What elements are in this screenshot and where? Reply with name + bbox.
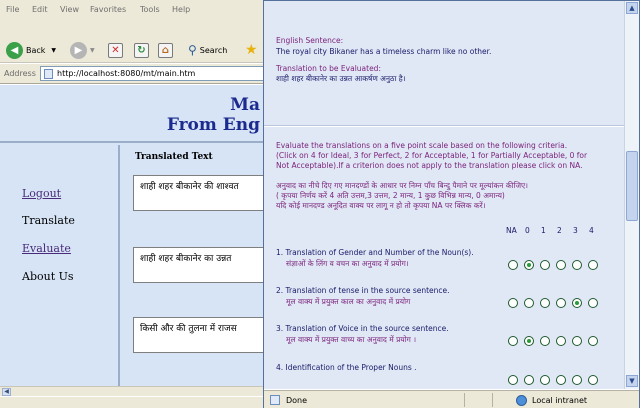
scale-label-4: 4 [589, 226, 594, 235]
address-input[interactable]: http://localhost:8080/mt/main.htm [40, 66, 280, 81]
refresh-icon: ↻ [134, 43, 149, 58]
stop-icon: ✕ [108, 43, 123, 58]
banner-title-line1: Ma [230, 95, 260, 115]
refresh-button[interactable] [134, 41, 149, 59]
rating-radio-q4-3[interactable] [572, 375, 582, 385]
stop-button[interactable] [108, 41, 123, 59]
question-3-text: 3. Translation of Voice in the source sentence. [276, 324, 449, 333]
back-arrow-icon: ◀ [6, 42, 23, 59]
rating-radio-q2-0[interactable] [524, 298, 534, 308]
scale-label-0: 0 [525, 226, 530, 235]
scale-label-1: 1 [541, 226, 546, 235]
rating-radio-q1-na[interactable] [508, 260, 518, 270]
instructions-en-1: Evaluate the translations on a five point scale based on the following criteria. [276, 141, 568, 150]
question-2-hindi: मूल वाक्य में प्रयुक्त काल का अनुवाद में प्रयोग [286, 297, 411, 306]
section-divider [264, 125, 624, 127]
status-zone: Local intranet [532, 396, 588, 405]
evaluated-sentence: शाही शहर बीकानेर का उन्नत आकर्षण अनुठा है। [276, 74, 406, 83]
rating-radio-q2-4[interactable] [588, 298, 598, 308]
rating-radio-q2-2[interactable] [556, 298, 566, 308]
left-nav [0, 145, 120, 386]
question-3-hindi: मूल वाक्य में प्रयुक्त वाच्य का अनुवाद में प्रयोग । [286, 335, 417, 344]
address-label: Address [4, 69, 36, 78]
rating-radio-q1-2[interactable] [556, 260, 566, 270]
menu-view[interactable]: View [60, 5, 79, 14]
nav-evaluate[interactable]: Evaluate [22, 242, 71, 255]
scale-label-na: NA [506, 226, 517, 235]
banner-title-line2: From Eng [166, 115, 260, 135]
status-separator [492, 393, 493, 407]
nav-translate[interactable]: Translate [22, 214, 75, 227]
search-button[interactable]: ⚲ Search [188, 43, 228, 57]
dropdown-arrow-icon: ▼ [90, 46, 95, 54]
home-button[interactable] [158, 41, 173, 59]
rating-radio-q1-3[interactable] [572, 260, 582, 270]
rating-radio-q3-3[interactable] [572, 336, 582, 346]
popup-content [264, 1, 624, 389]
rating-radio-q1-4[interactable] [588, 260, 598, 270]
nav-about-us[interactable]: About Us [22, 270, 74, 283]
translation-box-3[interactable]: किसी और की तुलना में राजस [133, 317, 273, 353]
english-sentence-label: English Sentence: [276, 36, 344, 45]
menu-tools[interactable]: Tools [140, 5, 160, 14]
instructions-hi-3: यदि कोई मानदण्ड अनूदित वाक्य पर लागू न हो तो कृपया NA पर क्लिक करें। [276, 201, 486, 210]
rating-radio-q4-1[interactable] [540, 375, 550, 385]
question-2-text: 2. Translation of tense in the source sentence. [276, 286, 450, 295]
question-4-text: 4. Identification of the Proper Nouns . [276, 363, 417, 372]
english-sentence: The royal city Bikaner has a timeless charm like no other. [276, 47, 492, 56]
scale-label-3: 3 [573, 226, 578, 235]
scroll-left-icon[interactable]: ◀ [2, 388, 11, 396]
browser-status-bar [0, 397, 270, 408]
rating-radio-q4-na[interactable] [508, 375, 518, 385]
menu-help[interactable]: Help [172, 5, 191, 14]
evaluated-label: Translation to be Evaluated: [276, 64, 381, 73]
evaluation-popup [263, 0, 640, 408]
translated-text-heading: Translated Text [135, 152, 213, 162]
home-icon: ⌂ [158, 43, 173, 58]
menu-edit[interactable]: Edit [32, 5, 48, 14]
rating-radio-q3-na[interactable] [508, 336, 518, 346]
translation-box-2[interactable]: शाही शहर बीकानेर का उन्नत [133, 247, 273, 283]
popup-status-bar [264, 390, 639, 408]
search-icon: ⚲ [188, 43, 197, 57]
intranet-globe-icon [516, 395, 527, 406]
rating-radio-q1-0[interactable] [524, 260, 534, 270]
status-separator [464, 393, 465, 407]
rating-radio-q2-1[interactable] [540, 298, 550, 308]
star-icon: ★ [245, 42, 258, 58]
dropdown-arrow-icon: ▼ [51, 46, 57, 54]
rating-radio-q4-4[interactable] [588, 375, 598, 385]
rating-radio-q1-1[interactable] [540, 260, 550, 270]
rating-radio-q2-na[interactable] [508, 298, 518, 308]
back-button[interactable]: ◀ Back ▼ [6, 41, 56, 59]
instructions-hi-1: अनुवाद का नीचे दिए गए मानदण्डों के आधार पर निम्न पाँच बिन्दु पैमाने पर मूल्यांकन कीजिए। [276, 181, 529, 190]
question-1-text: 1. Translation of Gender and Number of the Noun(s). [276, 248, 474, 257]
instructions-en-2: (Click on 4 for Ideal, 3 for Perfect, 2 for Acceptable, 1 for Partially Acceptable, 0 for [276, 151, 588, 160]
question-1-hindi: संज्ञाओं के लिंग व वचन का अनुवाद में प्रयोग। [286, 259, 409, 268]
rating-radio-q3-2[interactable] [556, 336, 566, 346]
rating-radio-q3-4[interactable] [588, 336, 598, 346]
rating-radio-q3-0[interactable] [524, 336, 534, 346]
rating-radio-q2-3[interactable] [572, 298, 582, 308]
horizontal-scrollbar[interactable] [0, 386, 270, 396]
nav-logout[interactable]: Logout [22, 187, 62, 200]
favorites-button[interactable] [245, 41, 258, 59]
rating-radio-q4-0[interactable] [524, 375, 534, 385]
menu-file[interactable]: File [6, 5, 20, 14]
scale-label-2: 2 [557, 226, 562, 235]
forward-button[interactable] [70, 41, 95, 59]
forward-arrow-icon: ▶ [70, 42, 87, 59]
popup-vertical-scrollbar[interactable] [624, 1, 639, 389]
instructions-en-3: Not Acceptable).If a criterion does not apply to the translation please click on NA. [276, 161, 583, 170]
page-done-icon [270, 395, 280, 405]
scroll-up-icon[interactable]: ▲ [626, 2, 638, 14]
rating-radio-q4-2[interactable] [556, 375, 566, 385]
scroll-down-icon[interactable]: ▼ [626, 375, 638, 387]
menu-favorites[interactable]: Favorites [90, 5, 127, 14]
scroll-thumb[interactable] [626, 151, 638, 221]
status-done: Done [286, 396, 308, 405]
rating-radio-q3-1[interactable] [540, 336, 550, 346]
translation-box-1[interactable]: शाही शहर बीकानेर की शाश्वत [133, 175, 273, 211]
instructions-hi-2: ( कृपया निर्णय करें 4 अति उत्तम,3 उत्तम, 2 मान्य, 1 कुछ विभिन्न मान्य, 0 अमान्य) [276, 191, 505, 200]
page-icon [44, 69, 53, 79]
